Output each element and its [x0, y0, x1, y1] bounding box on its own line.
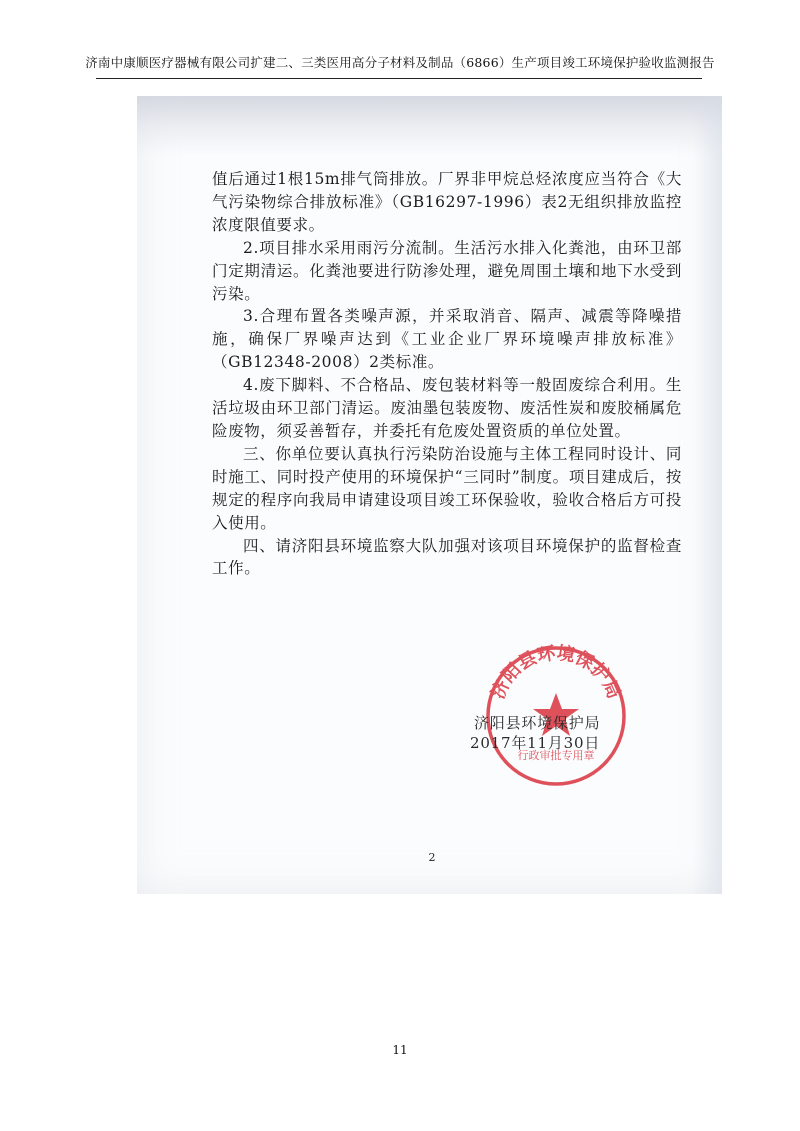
seal-arc-text: 济阳县环境保护局	[487, 642, 625, 703]
paragraph-item-2: 2.项目排水采用雨污分流制。生活污水排入化粪池，由环卫部门定期清运。化粪池要进行防渗处理，避免周围土壤和地下水受到污染。	[212, 238, 682, 303]
paragraph-section-4: 四、请济阳县环境监察大队加强对该项目环境保护的监督检查工作。	[212, 536, 682, 578]
header-divider	[96, 78, 702, 79]
seal-subtext: 行政审批专用章	[517, 749, 595, 762]
signature-org: 济阳县环境保护局	[474, 714, 601, 732]
report-page-number: 11	[392, 1043, 408, 1057]
scanned-document-page	[137, 96, 722, 894]
signature-block	[470, 713, 640, 753]
scan-page-number: 2	[428, 851, 436, 864]
paragraph-item-4: 4.废下脚料、不合格品、废包装材料等一般固废综合利用。生活垃圾由环卫部门清运。废油墨包装废物、废活性炭和废胶桶属危险废物，须妥善暂存，并委托有危废处置资质的单位处置。	[212, 376, 682, 440]
paragraph-continuation: 值后通过1根15m排气筒排放。厂界非甲烷总烃浓度应当符合《大气污染物综合排放标准》（GB16297-1996）表2无组织排放监控浓度限值要求。	[212, 170, 682, 234]
scan-shadow-band	[137, 96, 722, 156]
paragraph-section-3: 三、你单位要认真执行污染防治设施与主体工程同时设计、同时施工、同时投产使用的环境保护“三同时”制度。项目建成后，按规定的程序向我局申请建设项目竣工环保验收，验收合格后方可投入使用。	[212, 444, 682, 532]
scan-edge-shade	[692, 96, 722, 894]
paragraph-item-3: 3.合理布置各类噪声源，并采取消音、隔声、减震等降噪措施，确保厂界噪声达到《工业企业厂界环境噪声排放标准》（GB12348-2008）2类标准。	[212, 307, 682, 372]
signature-date: 2017年11月30日	[470, 734, 601, 752]
document-body	[212, 168, 682, 580]
report-header-title: 济南中康顺医疗器械有限公司扩建二、三类医用高分子材料及制品（6866）生产项目竣工环境保护验收监测报告	[85, 55, 715, 70]
